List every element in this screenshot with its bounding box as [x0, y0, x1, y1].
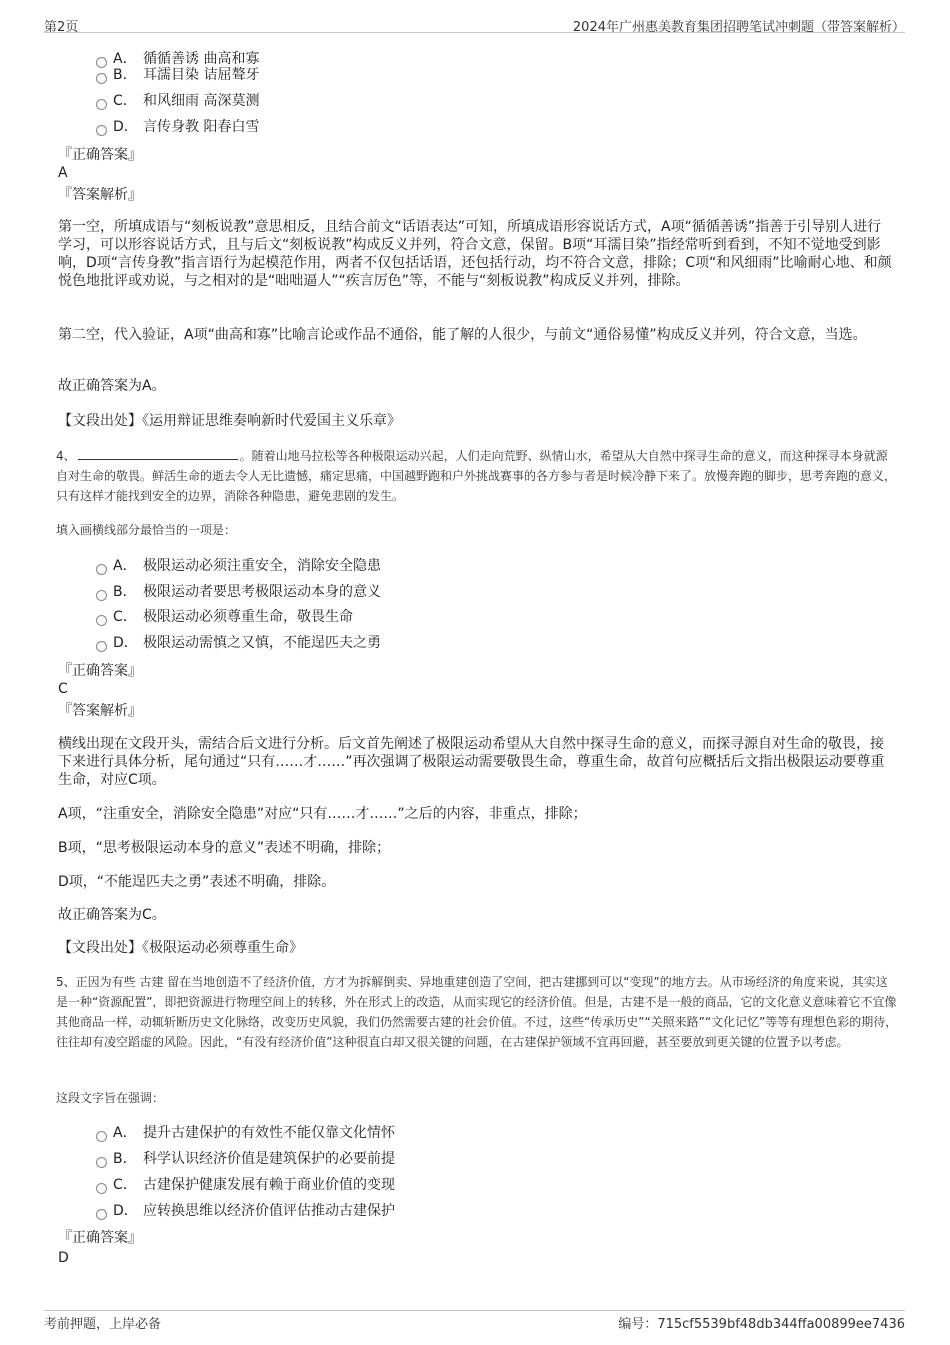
q5-option-d[interactable]: D． 应转换思维以经济价值评估推动古建保护: [96, 1202, 395, 1220]
q5-answer-label: 『正确答案』: [58, 1230, 142, 1246]
q3-option-b[interactable]: B． 耳濡目染 诘屈聱牙: [96, 66, 259, 84]
footer-slogan: 考前押题，上岸必备: [44, 1317, 162, 1332]
q3-option-d[interactable]: D． 言传身教 阳春白雪: [96, 118, 259, 136]
q4-stem: 4、 。随着山地马拉松等各种极限运动兴起，人们走向荒野、纵情山水，希望从大自然中探寻生命的意义，而这种探寻本身就源自对生命的敬畏。鲜活生命的逝去令人无比遗憾，痛定思痛，中国越野跑和户外挑战赛事的各方参与者是时候冷静下来了。放慢奔跑的脚步，思考奔跑的意义，只有这样才能找到安全的边界，消除各种隐患，避免悲剧的发生。: [56, 449, 897, 503]
q4-analysis-item: A项，“注重安全，消除安全隐患”对应“只有……才……”之后的内容，非重点，排除；: [58, 806, 587, 822]
q4-analysis-label: 『答案解析』: [58, 703, 142, 719]
q4-conclusion: 故正确答案为C。: [58, 907, 166, 923]
radio-icon[interactable]: [96, 590, 107, 601]
radio-icon[interactable]: [96, 73, 107, 84]
radio-icon[interactable]: [96, 1183, 107, 1194]
q4-source: 【文段出处】《极限运动必须尊重生命》: [58, 940, 303, 956]
q3-answer: A: [58, 165, 68, 181]
q5-stem: 5、正因为有些 古建 留在当地创造不了经济价值，方才为拆解倒卖、异地重建创造了空间，把古建挪到可以“变现”的地方去。从市场经济的角度来说，其实这是一种“资源配置”，即把资源进行物理空间上的转移，外在形式上的改造，从而实现它的经济价值。但是，古建不是一般的商品，它的文化意义意味着它不宜像其他商品一样，动辄斩断历史文化脉络，改变历史风貌，我们仍然需要古建的社会价值。不过，这些“传承历史”“关照来路”“文化记忆”等等有理想色彩的期待，往往却有凌空蹈虚的风险。因此，“有没有经济价值”这种很直白却又很关键的问题，在古建保护领域不宜再回避，甚至要放到更关键的位置予以考虑。: [56, 975, 898, 1049]
q4-answer-label: 『正确答案』: [58, 663, 142, 679]
radio-icon[interactable]: [96, 564, 107, 575]
q4-answer: C: [58, 681, 68, 697]
document-title: 2024年广州惠美教育集团招聘笔试冲刺题（带答案解析）: [572, 20, 905, 35]
radio-icon[interactable]: [96, 615, 107, 626]
q4-analysis-item: B项，“思考极限运动本身的意义”表述不明确，排除；: [58, 840, 391, 856]
q3-option-a[interactable]: A． 循循善诱 曲高和寡: [96, 50, 259, 68]
page-number: 第2页: [44, 20, 79, 35]
question-number: 4、: [56, 449, 76, 463]
q5-option-c[interactable]: C． 古建保护健康发展有赖于商业价值的变现: [96, 1176, 395, 1194]
q5-option-b[interactable]: B． 科学认识经济价值是建筑保护的必要前提: [96, 1150, 395, 1168]
q3-answer-label: 『正确答案』: [58, 147, 142, 163]
q5-answer: D: [58, 1250, 69, 1266]
radio-icon[interactable]: [96, 1157, 107, 1168]
q3-analysis-paragraph: 第一空，所填成语与“刻板说教”意思相反，且结合前文“话语表达”可知，所填成语形容说话方式，A项“循循善诱”指善于引导别人进行学习，可以形容说话方式，且与后文“刻板说教”构成反义并列，符合文意，保留。B项“耳濡目染”指经常听到看到，不知不觉地受到影响，D项“言传身教”指言语行为起模范作用，两者不仅包括话语，还包括行动，均不符合文意，排除；C项“和风细雨”比喻耐心地、和颜悦色地批评或劝说，与之相对的是“咄咄逼人”“疾言厉色”等，不能与“刻板说教”构成反义并列，排除。: [58, 219, 892, 289]
q3-analysis-label: 『答案解析』: [58, 187, 142, 203]
radio-icon[interactable]: [96, 1209, 107, 1220]
q4-option-a[interactable]: A． 极限运动必须注重安全，消除安全隐患: [96, 557, 381, 575]
radio-icon[interactable]: [96, 99, 107, 110]
radio-icon[interactable]: [96, 1131, 107, 1142]
q3-source: 【文段出处】《运用辩证思维奏响新时代爱国主义乐章》: [58, 413, 401, 429]
document-id: 编号：715cf5539bf48db344ffa00899ee7436: [618, 1317, 905, 1332]
radio-icon[interactable]: [96, 641, 107, 652]
q4-prompt: 填入画横线部分最恰当的一项是：: [56, 523, 237, 537]
q4-analysis-item: D项，“不能逞匹夫之勇”表述不明确，排除。: [58, 874, 336, 890]
footer-divider: [44, 1310, 905, 1311]
header-divider: [44, 32, 905, 33]
answer-blank: [78, 449, 238, 460]
q5-prompt: 这段文字旨在强调：: [56, 1091, 165, 1105]
q4-option-b[interactable]: B． 极限运动者要思考极限运动本身的意义: [96, 583, 381, 601]
q3-analysis-paragraph: 第二空，代入验证，A项“曲高和寡”比喻言论或作品不通俗，能了解的人很少，与前文“通俗易懂”构成反义并列，符合文意，当选。: [58, 327, 867, 343]
radio-icon[interactable]: [96, 125, 107, 136]
q3-option-c[interactable]: C． 和风细雨 高深莫测: [96, 92, 259, 110]
q4-option-c[interactable]: C． 极限运动必须尊重生命，敬畏生命: [96, 608, 353, 626]
q5-option-a[interactable]: A． 提升古建保护的有效性不能仅靠文化情怀: [96, 1124, 395, 1142]
q4-option-d[interactable]: D． 极限运动需慎之又慎，不能逞匹夫之勇: [96, 634, 381, 652]
q4-analysis-paragraph: 横线出现在文段开头，需结合后文进行分析。后文首先阐述了极限运动希望从大自然中探寻生命的意义，而探寻源自对生命的敬畏，接下来进行具体分析，尾句通过“只有……才……”再次强调了极限运动需要敬畏生命，尊重生命，故首句应概括后文指出极限运动要尊重生命，对应C项。: [58, 736, 885, 788]
q3-conclusion: 故正确答案为A。: [58, 378, 166, 394]
